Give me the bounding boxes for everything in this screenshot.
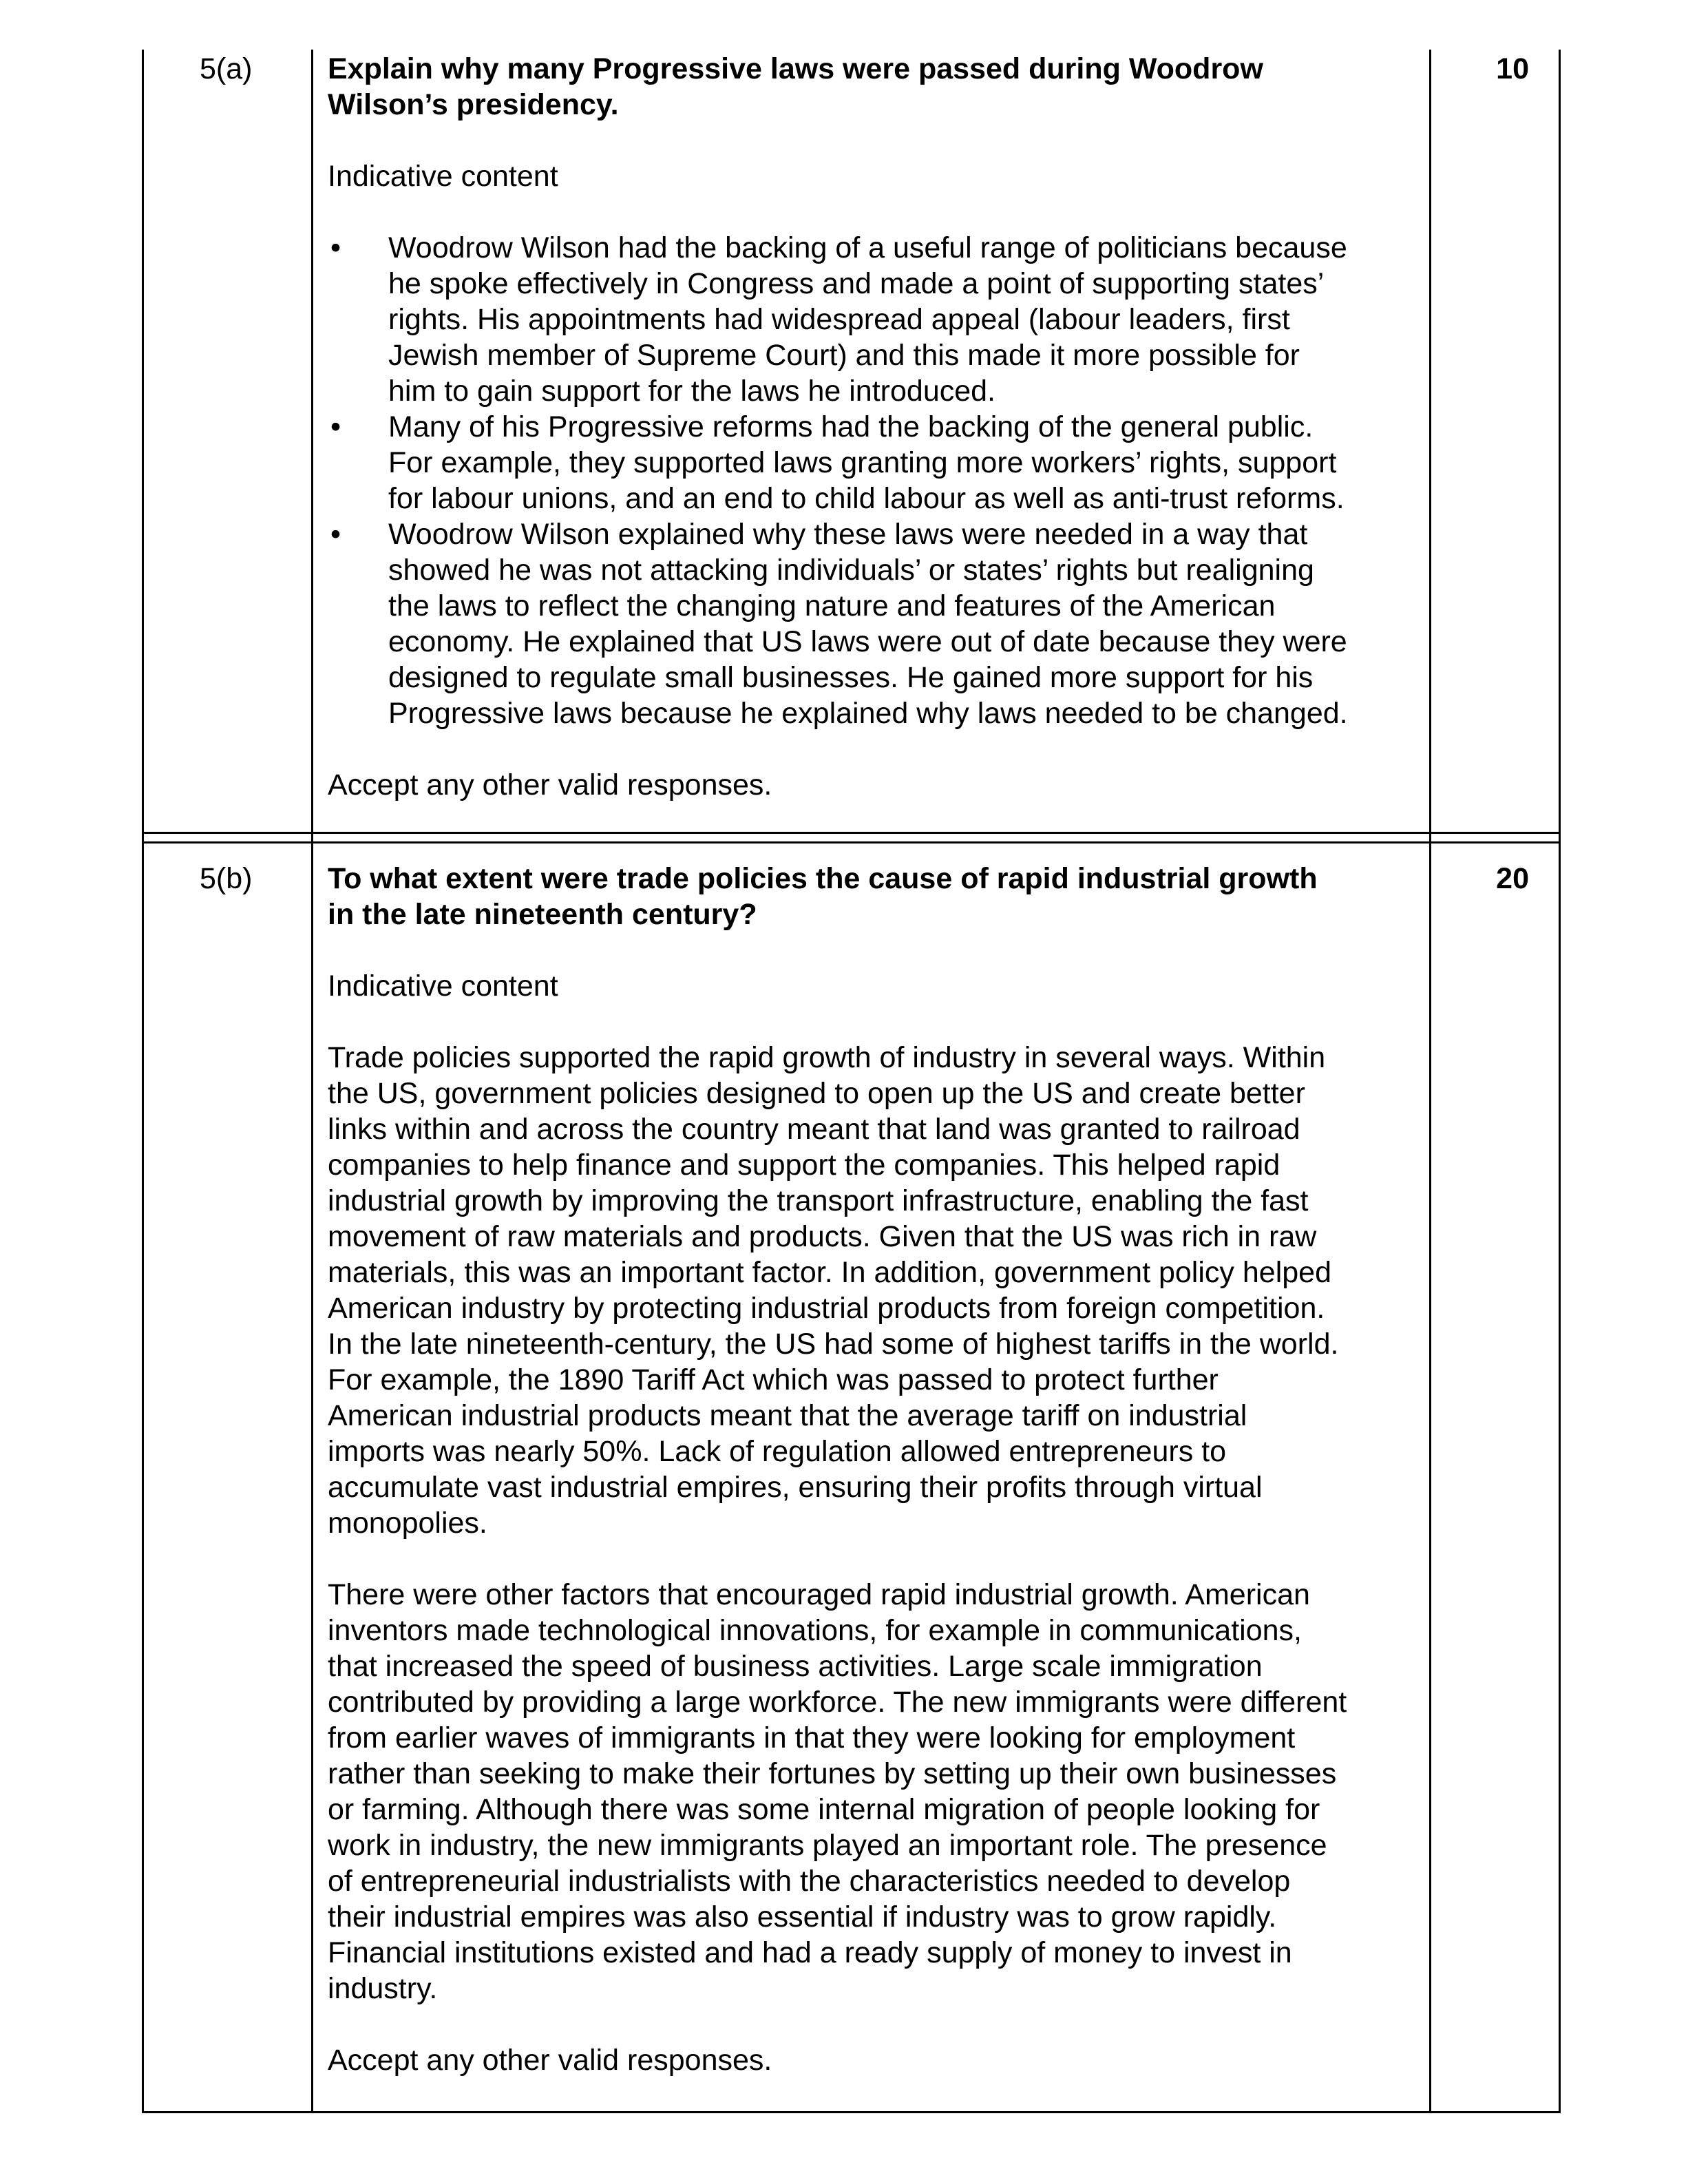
text-line: rather than seeking to make their fortunes by setting up their own businesses [328,1757,1337,1790]
answer-content-5a [328,51,1429,803]
closing-note-5b: Accept any other valid responses. [328,2044,772,2077]
text-line: the laws to reflect the changing nature and features of the American [388,589,1276,622]
row-divider-bottom [142,841,1561,844]
indicative-content-label: Indicative content [328,160,558,193]
list-item [328,230,1429,409]
text-line: economy. He explained that US laws were out of date because they were [388,625,1347,658]
text-line: of entrepreneurial industrialists with the characteristics needed to develop [328,1865,1291,1898]
indicative-content-label: Indicative content [328,970,558,1003]
text-line: For example, the 1890 Tariff Act which was passed to protect further [328,1363,1219,1396]
marks-5b: 20 [1496,862,1529,895]
bullet-icon: • [330,231,341,264]
text-line: For example, they supported laws granting more workers’ rights, support [388,446,1337,479]
text-line: that increased the speed of business activities. Large scale immigration [328,1650,1263,1683]
text-line: Financial institutions existed and had a ready supply of money to invest in [328,1936,1292,1969]
text-line: Trade policies supported the rapid growth of industry in several ways. Within [328,1041,1326,1074]
bullet-icon: • [330,518,341,551]
text-line: Jewish member of Supreme Court) and this made it more possible for [388,339,1300,372]
text-line: designed to regulate small businesses. He gained more support for his [388,661,1314,694]
text-line: American industry by protecting industrial products from foreign competition. [328,1292,1325,1325]
prompt-line: To what extent were trade policies the cause of rapid industrial growth [328,862,1318,895]
text-line: contributed by providing a large workforce. The new immigrants were different [328,1686,1347,1719]
marks-5a: 10 [1496,52,1529,85]
closing-note-5a: Accept any other valid responses. [328,768,772,801]
prompt-line: Explain why many Progressive laws were passed during Woodrow [328,52,1263,85]
row-divider-top [142,832,1561,834]
question-number-5b: 5(b) [200,862,253,895]
text-line: accumulate vast industrial empires, ensuring their profits through virtual [328,1471,1263,1504]
text-line: the US, government policies designed to open up the US and create better [328,1077,1305,1110]
column-divider-2 [1429,50,1431,2113]
text-line: industrial growth by improving the transport infrastructure, enabling the fast [328,1184,1309,1217]
text-line: monopolies. [328,1507,487,1540]
text-line: their industrial empires was also essential if industry was to grow rapidly. [328,1900,1277,1934]
text-line: companies to help finance and support the companies. This helped rapid [328,1149,1280,1182]
text-line: Progressive laws because he explained why laws needed to be changed. [388,697,1348,730]
question-number-5a: 5(a) [200,52,253,85]
table-left-border [142,50,144,2113]
text-line: he spoke effectively in Congress and made a point of supporting states’ [388,267,1325,300]
text-line: American industrial products meant that the average tariff on industrial [328,1399,1247,1432]
text-line: from earlier waves of immigrants in that they were looking for employment [328,1721,1296,1754]
text-line: him to gain support for the laws he introduced. [388,375,996,408]
paragraph-trade-policies [328,1040,1429,1541]
answer-content-5b [328,861,1429,2078]
text-line: showed he was not attacking individuals’ or states’ rights but realigning [388,554,1314,587]
prompt-line: in the late nineteenth century? [328,898,757,931]
bullet-icon: • [330,410,341,443]
text-line: links within and across the country meant that land was granted to railroad [328,1113,1300,1146]
text-line: In the late nineteenth-century, the US had some of highest tariffs in the world. [328,1328,1339,1361]
question-prompt-5a [328,51,1429,123]
text-line: materials, this was an important factor. In addition, government policy helped [328,1256,1331,1289]
list-item [328,516,1429,731]
text-line: movement of raw materials and products. Given that the US was rich in raw [328,1220,1317,1253]
text-line: imports was nearly 50%. Lack of regulation allowed entrepreneurs to [328,1435,1227,1468]
text-line: work in industry, the new immigrants played an important role. The presence [328,1829,1327,1862]
text-line: for labour unions, and an end to child labour as well as anti-trust reforms. [388,482,1345,515]
table-bottom-border [142,2111,1561,2113]
text-line: Many of his Progressive reforms had the backing of the general public. [388,410,1314,443]
list-item [328,409,1429,516]
column-divider-1 [311,50,313,2113]
text-line: industry. [328,1972,438,2005]
text-line: or farming. Although there was some internal migration of people looking for [328,1793,1320,1826]
text-line: There were other factors that encouraged rapid industrial growth. American [328,1578,1310,1611]
question-prompt-5b [328,861,1429,932]
text-line: rights. His appointments had widespread appeal (labour leaders, first [388,303,1290,336]
text-line: Woodrow Wilson explained why these laws were needed in a way that [388,518,1308,551]
prompt-line: Wilson’s presidency. [328,88,619,121]
text-line: inventors made technological innovations, for example in communications, [328,1614,1302,1647]
text-line: Woodrow Wilson had the backing of a useful range of politicians because [388,231,1347,264]
paragraph-other-factors [328,1577,1429,2006]
table-right-border [1559,50,1561,2113]
bullet-list [328,230,1429,731]
